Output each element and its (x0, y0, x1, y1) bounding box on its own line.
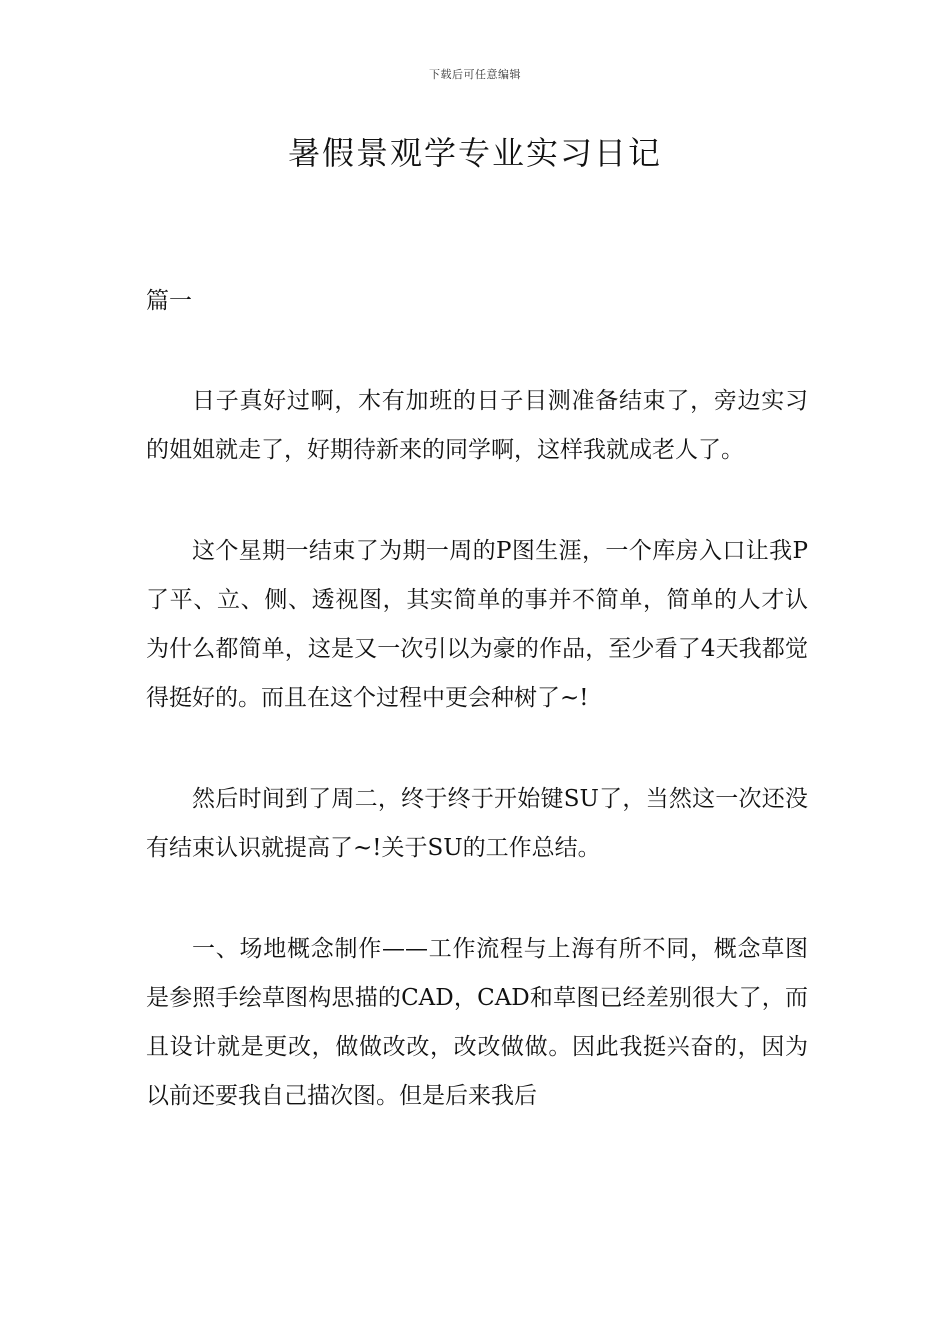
document-title: 暑假景观学专业实习日记 (287, 134, 662, 172)
paragraph: 一、场地概念制作——工作流程与上海有所不同，概念草图是参照手绘草图构思描的CAD，CAD和草图已经差别很大了，而且设计就是更改，做做改改，改改做做。因此我挺兴奋的，因为以前还要我自己描次图。但是后来我后 (146, 936, 808, 1109)
paragraph: 日子真好过啊，木有加班的日子目测准备结束了，旁边实习的姐姐就走了，好期待新来的同学啊，这样我就成老人了。 (146, 388, 808, 463)
paragraph: 这个星期一结束了为期一周的P图生涯，一个库房入口让我P了平、立、侧、透视图，其实简单的事并不简单，简单的人才认为什么都简单，这是又一次引以为豪的作品，至少看了4天我都觉得挺好的。而且在这个过程中更会种树了~! (146, 538, 808, 711)
document-body (146, 377, 808, 1173)
section-label: 篇一 (146, 288, 192, 314)
paragraph: 然后时间到了周二，终于终于开始键SU了，当然这一次还没有结束认识就提高了~!关于SU的工作总结。 (146, 786, 808, 861)
header-note: 下载后可任意编辑 (429, 68, 521, 81)
